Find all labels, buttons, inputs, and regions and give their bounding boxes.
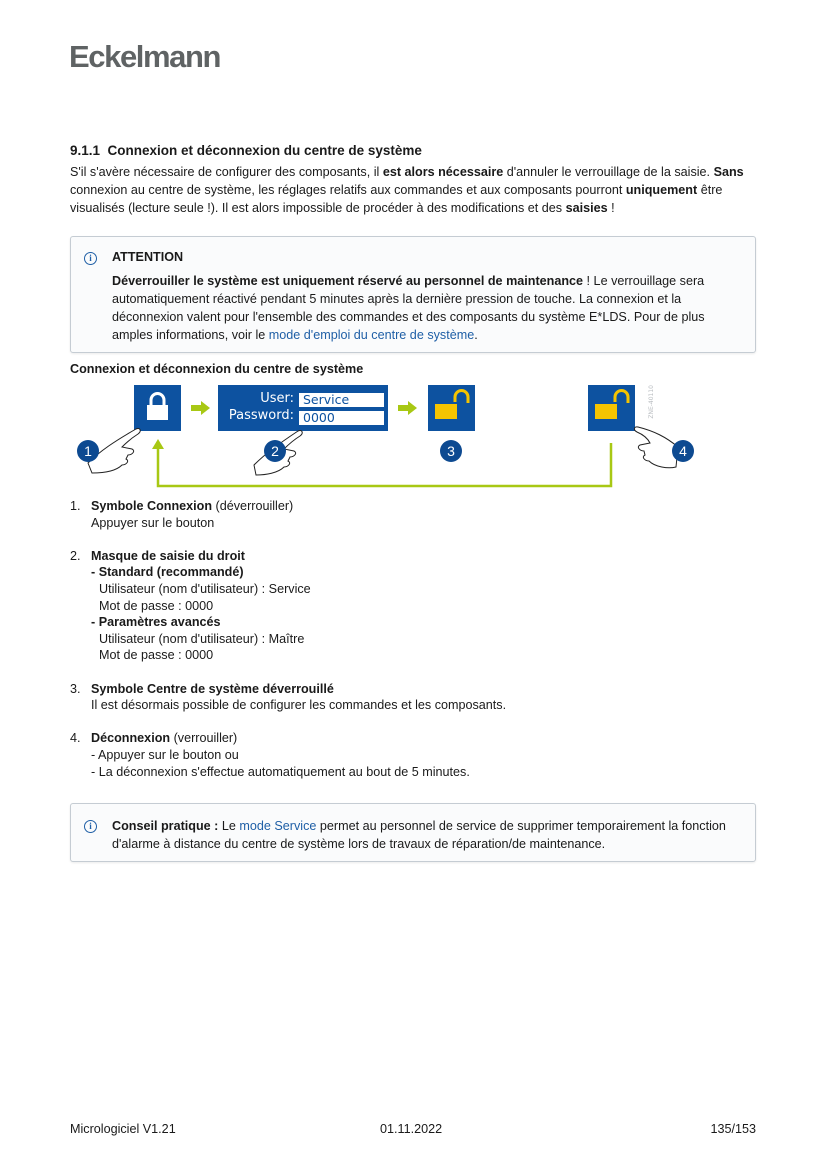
section-heading	[70, 143, 422, 158]
intro-bold: est alors nécessaire	[382, 165, 504, 179]
login-flow-diagram	[70, 385, 710, 493]
figure-image-id: ZNE-40110	[648, 385, 655, 419]
attention-callout	[70, 236, 756, 353]
attention-text: ! Le verrouillage sera automatiquement réactivé pendant 5 minutes après la dernière pression de touche. La connexion et la déconnexion valent pour l'ensemble des commandes et des composants du système E*LDS. Pour de plus amples informations, voir le	[112, 274, 705, 342]
footer-version: Micrologiciel V1.21	[70, 1122, 176, 1136]
flow-graphics	[70, 385, 710, 493]
step-badge-4: 4	[672, 440, 694, 462]
attention-bold-lead: Déverrouiller le système est uniquement réservé au personnel de maintenance	[112, 274, 584, 288]
step-badge-1: 1	[77, 440, 99, 462]
section-number: 9.1.1	[70, 143, 101, 158]
step-title-suffix: (verrouiller)	[170, 731, 238, 746]
attention-body	[112, 272, 744, 344]
step-group-label: - Standard (recommandé)	[91, 565, 244, 580]
step-title: Déconnexion	[91, 731, 171, 746]
step-line: Mot de passe : 0000	[99, 648, 214, 663]
step-item	[70, 730, 750, 780]
step-title: Masque de saisie du droit	[91, 548, 245, 563]
step-line: - Appuyer sur le bouton ou	[91, 747, 239, 762]
tip-text: Le	[218, 819, 240, 833]
step-title-suffix: (déverrouiller)	[212, 499, 294, 513]
figure-title: Connexion et déconnexion du centre de système	[70, 362, 364, 376]
intro-text: d'annuler le verrouillage de la saisie.	[503, 165, 714, 179]
info-icon: i	[84, 252, 97, 265]
intro-paragraph	[70, 163, 760, 217]
step-item	[70, 498, 750, 531]
intro-text: connexion au centre de système, les réglages relatifs aux commandes et aux composants pourront	[70, 183, 626, 197]
info-icon: i	[84, 820, 97, 833]
step-number: 1.	[70, 499, 81, 513]
step-line: Utilisateur (nom d'utilisateur) : Maître	[99, 631, 305, 646]
tip-text: permet au personnel de service de supprimer temporairement la fonction d'alarme à distance du centre de système lors de travaux de réparation/de maintenance.	[112, 819, 726, 851]
step-line: Appuyer sur le bouton	[91, 515, 215, 530]
user-label: User:	[260, 391, 294, 406]
step-group-label: - Paramètres avancés	[91, 615, 221, 630]
step-line: - La déconnexion s'effectue automatiquement au bout de 5 minutes.	[91, 764, 470, 779]
eckelmann-logo: Eckelmann	[69, 39, 221, 74]
footer-date: 01.11.2022	[380, 1122, 443, 1136]
step-title: Symbole Connexion	[91, 499, 213, 513]
intro-bold: uniquement	[625, 183, 698, 197]
attention-title: ATTENTION	[112, 250, 184, 264]
steps-list	[70, 498, 750, 797]
manual-link[interactable]: mode d'emploi du centre de système	[268, 328, 475, 342]
intro-text: être visualisés (lecture seule !). Il est alors impossible de procéder à des modifications et des	[70, 183, 723, 215]
tip-callout	[70, 803, 756, 862]
intro-bold: Sans	[713, 165, 744, 179]
intro-text: !	[607, 201, 615, 215]
intro-bold: saisies	[565, 201, 608, 215]
step-item	[70, 681, 750, 714]
intro-text: S'il s'avère nécessaire de configurer des composants, il	[70, 165, 383, 179]
step-line: Il est désormais possible de configurer les commandes et les composants.	[91, 698, 507, 713]
step-badge-2: 2	[264, 440, 286, 462]
step-number: 2.	[70, 548, 81, 563]
user-field[interactable]: Service	[298, 392, 385, 408]
password-label: Password:	[228, 408, 294, 423]
password-field[interactable]: 0000	[298, 410, 385, 426]
footer-page-number: 135/153	[710, 1122, 756, 1136]
service-mode-link[interactable]: mode Service	[239, 819, 317, 833]
step-number: 4.	[70, 731, 81, 746]
step-badge-3: 3	[440, 440, 462, 462]
step-line: Utilisateur (nom d'utilisateur) : Service	[99, 581, 311, 596]
step-line: Mot de passe : 0000	[99, 598, 214, 613]
step-title: Symbole Centre de système déverrouillé	[91, 681, 334, 696]
tip-bold-lead: Conseil pratique :	[112, 819, 219, 833]
section-title: Connexion et déconnexion du centre de système	[107, 143, 422, 158]
step-number: 3.	[70, 681, 81, 696]
attention-text: .	[474, 328, 478, 342]
tip-body	[112, 817, 744, 853]
step-item	[70, 548, 750, 664]
